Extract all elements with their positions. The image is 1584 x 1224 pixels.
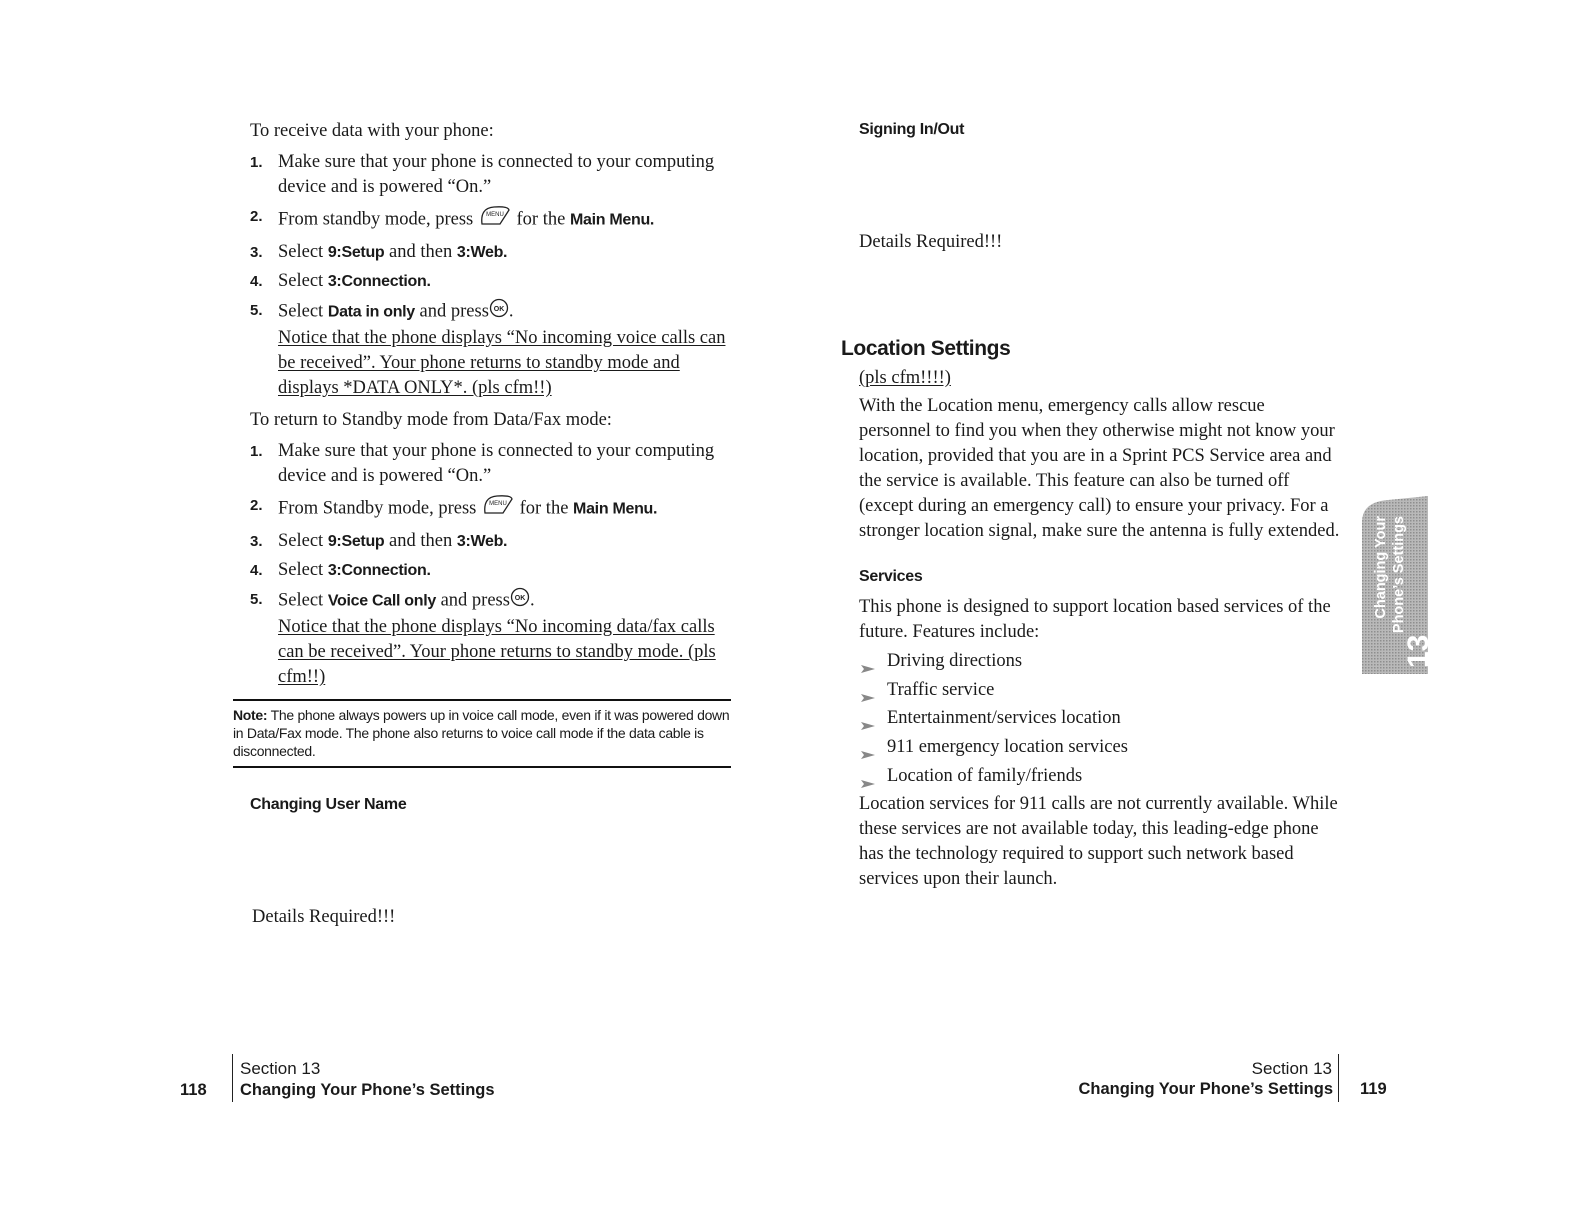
receive-step-2 (250, 204, 740, 236)
list-item-text: Entertainment/services location (887, 708, 1121, 729)
step-text: Select (278, 560, 324, 580)
side-tab-line-1: Changing Your (1373, 516, 1389, 619)
step-text: Select (278, 531, 324, 551)
menu-key-label: MENU (489, 501, 507, 507)
list-item-text: Traffic service (887, 679, 995, 700)
note-label: Note: (233, 707, 268, 723)
section-side-tab (1362, 496, 1435, 674)
ok-key-label: OK (514, 595, 526, 602)
step-number: 2. (250, 497, 263, 514)
step-bold: 3:Web. (456, 244, 508, 261)
step-text: . (529, 590, 535, 611)
step-text: From Standby mode, press (278, 498, 477, 519)
location-cfm-note: (pls cfm!!!!) (859, 368, 951, 388)
ok-key-icon (510, 587, 530, 615)
right-footer-rule (1338, 1054, 1339, 1102)
list-item (859, 649, 1344, 674)
receive-step-3 (250, 240, 740, 265)
step-text: Select (278, 590, 324, 611)
step-number: 4. (250, 562, 263, 579)
step-number: 3. (250, 244, 263, 261)
step-bold: Main Menu. (573, 500, 658, 518)
step-text: Select (278, 271, 324, 291)
note-box (233, 706, 731, 760)
step-text: From standby mode, press (278, 209, 474, 230)
step-text: and then (389, 242, 453, 262)
list-item (859, 735, 1344, 760)
bullet-arrow-icon (861, 772, 877, 797)
return-step-2 (250, 493, 740, 525)
menu-key-icon (481, 493, 515, 525)
return-section (250, 408, 740, 694)
services-section (859, 595, 1344, 892)
left-page-number: 118 (180, 1081, 207, 1099)
list-item (859, 764, 1344, 789)
receive-step-5 (250, 298, 740, 401)
side-tab-line-2: Phone’s Settings (1391, 516, 1407, 634)
step-text: and press (419, 301, 489, 322)
side-tab-number: 13 (1402, 634, 1435, 668)
ok-key-label: OK (493, 306, 505, 313)
step-bold: Data in only (327, 303, 415, 321)
step-bold: Voice Call only (327, 592, 436, 610)
step-bold: Main Menu. (569, 211, 655, 229)
return-steps (250, 439, 740, 690)
note-text: The phone always powers up in voice call mode, even if it was powered down in Data/Fax mode. The phone also returns to voice call mode if the data cable is disconnected. (233, 707, 730, 759)
step-text: for the (516, 209, 566, 230)
signing-details: Details Required!!! (859, 232, 1003, 252)
changing-user-name-details: Details Required!!! (252, 907, 396, 927)
step-number: 1. (250, 154, 263, 171)
step-text: for the (519, 498, 569, 519)
step-text: Select (278, 242, 324, 262)
step-number: 4. (250, 273, 263, 290)
receive-notice: Notice that the phone displays “No incoming voice calls can be received”. Your phone returns to standby mode and displays *DATA ONLY*. (pls cfm!!) (278, 328, 726, 398)
left-footer-section: Section 13 (240, 1059, 321, 1078)
step-number: 1. (250, 443, 263, 460)
receive-section (250, 119, 740, 405)
step-bold: 3:Connection. (327, 562, 431, 579)
step-bold: 9:Setup (327, 244, 385, 261)
right-page-number: 119 (1360, 1080, 1387, 1098)
step-number: 5. (250, 591, 263, 608)
services-closing: Location services for 911 calls are not currently available. While these services are not available today, this leading-edge phone has the technology required to support such network based services upon their launch. (859, 794, 1338, 890)
step-bold: 3:Web. (456, 533, 508, 550)
step-text: and then (389, 531, 453, 551)
services-heading: Services (859, 568, 923, 585)
services-intro: This phone is designed to support location based services of the future. Features include: (859, 597, 1331, 642)
step-text: and press (440, 590, 510, 611)
list-item-text: 911 emergency location services (887, 737, 1128, 758)
services-list (859, 649, 1344, 789)
changing-user-name-heading: Changing User Name (250, 796, 407, 813)
location-settings-heading: Location Settings (841, 337, 1011, 360)
step-bold: 9:Setup (327, 533, 385, 550)
step-bold: 3:Connection. (327, 273, 431, 290)
step-text: Make sure that your phone is connected to your computing device and is powered “On.” (278, 441, 715, 486)
left-footer-title: Changing Your Phone’s Settings (240, 1081, 495, 1099)
return-step-1 (250, 439, 740, 489)
signing-heading: Signing In/Out (859, 121, 965, 138)
list-item (859, 706, 1344, 731)
left-footer-rule (232, 1054, 233, 1102)
return-step-3 (250, 529, 740, 554)
menu-key-label: MENU (486, 212, 504, 218)
note-top-rule (233, 699, 731, 701)
right-footer-title: Changing Your Phone’s Settings (1078, 1080, 1333, 1098)
note-bottom-rule (233, 766, 731, 768)
step-text: . (508, 301, 514, 322)
side-tab-title (1372, 496, 1408, 646)
menu-key-icon (478, 204, 512, 236)
step-number: 3. (250, 533, 263, 550)
ok-key-icon (489, 298, 509, 326)
return-intro: To return to Standby mode from Data/Fax mode: (250, 410, 612, 430)
list-item-text: Driving directions (887, 651, 1023, 671)
return-notice: Notice that the phone displays “No incoming data/fax calls can be received”. Your phone returns to standby mode. (pls cfm!!) (278, 617, 716, 687)
step-number: 2. (250, 208, 263, 225)
list-item (859, 678, 1344, 703)
right-footer-section: Section 13 (1251, 1059, 1332, 1078)
return-step-4 (250, 558, 740, 583)
receive-step-1 (250, 150, 740, 200)
location-paragraph: With the Location menu, emergency calls allow rescue personnel to find you when they otherwise might not know your location, provided that you are in a Sprint PCS Service area and the service is available. This feature can also be turned off (except during an emergency call) to ensure your privacy. For a stronger location signal, make sure the antenna is fully extended. (859, 396, 1340, 541)
receive-step-4 (250, 269, 740, 294)
step-text: Select (278, 301, 324, 322)
step-number: 5. (250, 302, 263, 319)
step-text: Make sure that your phone is connected to your computing device and is powered “On.” (278, 152, 715, 197)
return-step-5 (250, 587, 740, 690)
list-item-text: Location of family/friends (887, 765, 1083, 786)
receive-steps (250, 150, 740, 401)
receive-intro: To receive data with your phone: (250, 121, 494, 141)
